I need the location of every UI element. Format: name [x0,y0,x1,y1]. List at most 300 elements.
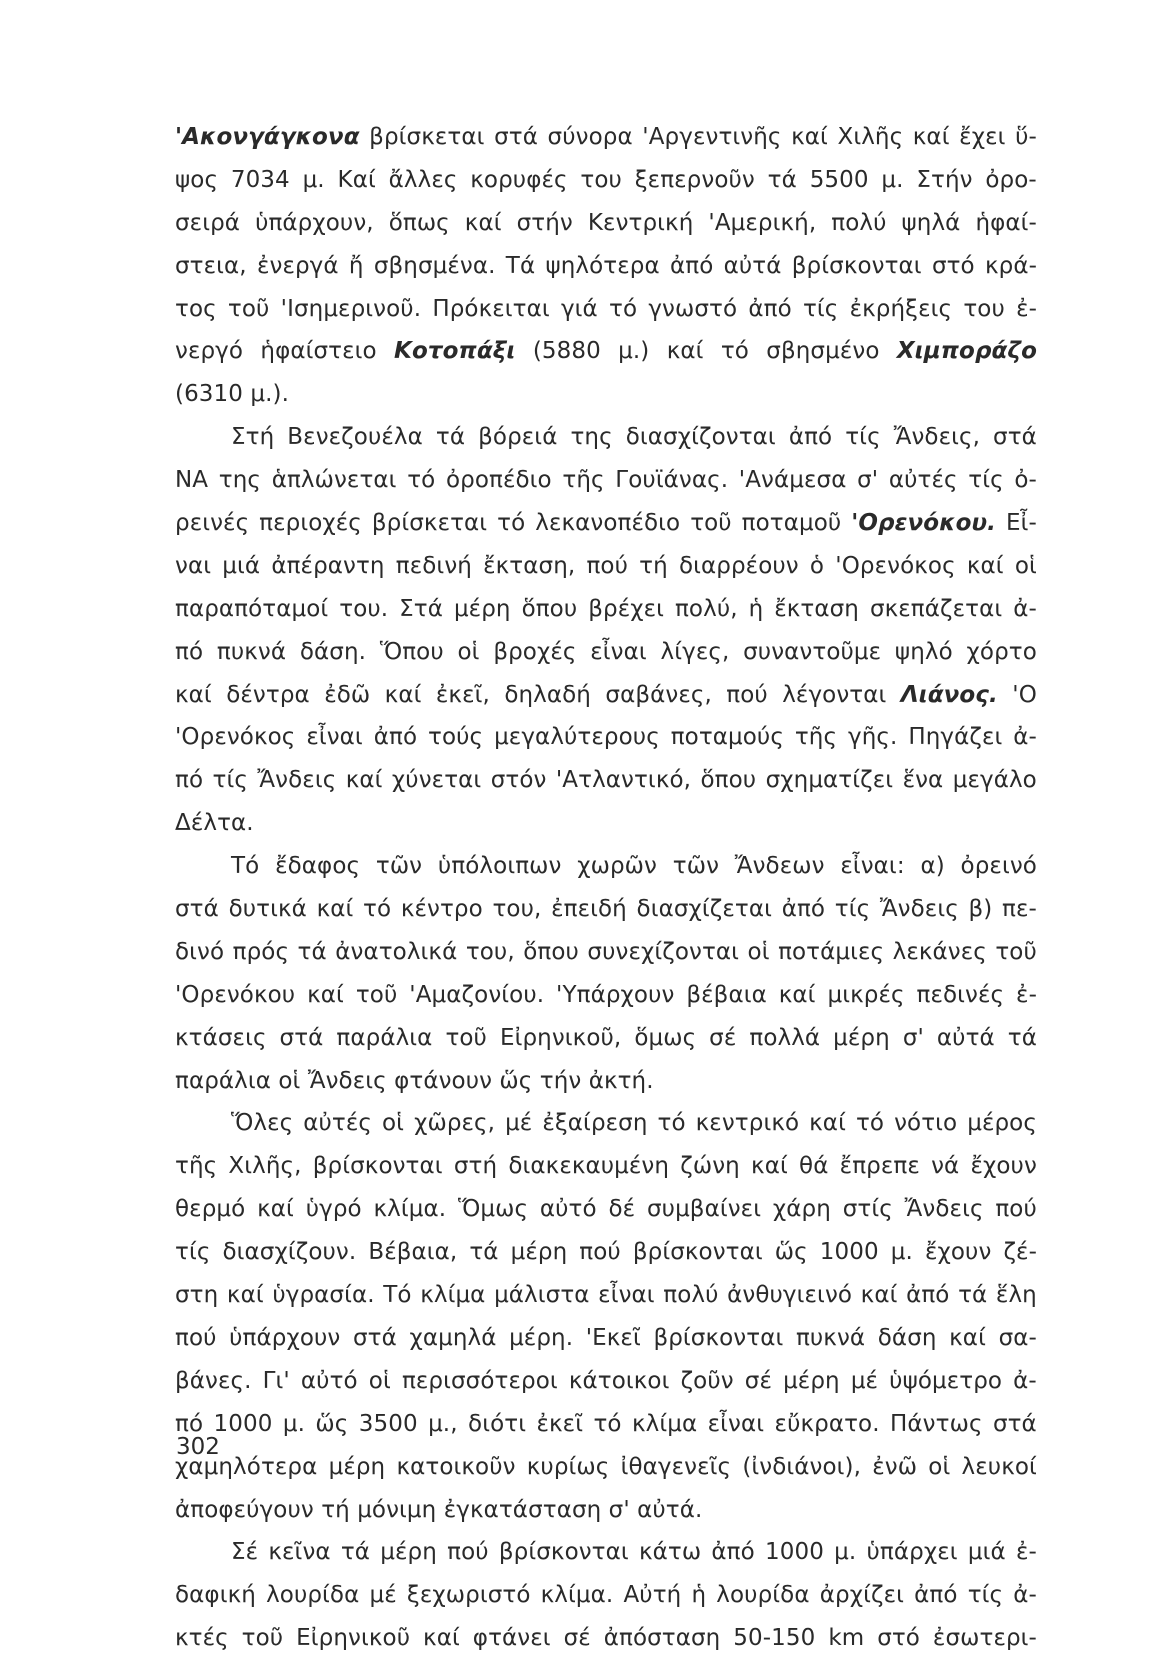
word [906,1274,949,1317]
word-part: μέρος [967,1110,1037,1137]
emphasized-term: 'Ορενόκου. [851,510,997,537]
word [231,1531,258,1574]
word-part: οἱ [382,1110,405,1137]
word-part: κτές [175,1625,229,1652]
word [175,202,240,245]
word [615,459,728,502]
word-part: Πάντως [890,1410,983,1437]
word-part: μ. [302,166,325,193]
word [880,888,959,931]
word-part: 50-150 [733,1625,816,1652]
word [967,545,1004,588]
word-part: τή [639,552,668,579]
emphasized-term: 'Ακονγάγκονα [175,124,360,150]
word-part: Ἄνδεις [879,896,959,923]
word-part: ἀπό [670,252,714,279]
word [928,1446,950,1489]
word [454,588,511,631]
word [686,974,767,1017]
word-part: τό [407,467,436,494]
word [505,1102,532,1145]
word [809,1102,846,1145]
word [175,245,247,288]
word-part: πό [175,767,204,794]
word [828,1617,864,1660]
word [303,1102,372,1145]
word [690,502,732,545]
word [423,1617,460,1660]
word-part: στόν [490,767,547,794]
word-part: ὥς [774,1239,808,1266]
word [473,1617,551,1660]
word [335,931,457,974]
word-part: ὀρεινό [960,853,1037,880]
word [175,631,203,674]
word-part: ἀπόσταση [603,1625,721,1652]
word [229,1317,340,1360]
word [931,1145,959,1188]
word [494,116,538,159]
word-part: ἐ- [1016,981,1037,1008]
text-line [175,716,1037,759]
word [778,931,884,974]
word [522,588,578,631]
word-part: ὀρο- [985,166,1037,193]
word [727,1274,852,1317]
word [917,974,1005,1017]
word [491,759,547,802]
word [228,1145,301,1188]
word [569,1360,670,1403]
word [748,288,791,331]
word-part: στήν [516,209,573,236]
word [545,245,659,288]
word-part: ἀπό [788,424,833,451]
word-part: πολύ, [674,595,738,622]
word-part: πολύ [831,209,887,236]
word-part: σ' [902,1024,924,1051]
word-part: τή [321,1496,350,1523]
word [175,459,208,502]
word [175,545,211,588]
word-part: ὅπου [523,938,579,965]
word [356,974,398,1017]
word-part: ἀ- [1013,595,1037,622]
word [968,888,992,931]
word-part: Ἄνδεις, [893,424,981,451]
word [372,502,487,545]
word-part: λέγονται [782,681,887,708]
word [913,116,950,159]
word-part: τοῦ [227,295,270,322]
word-part: καί [778,981,816,1008]
word [478,416,557,459]
word-part: θά [799,1153,829,1180]
word [742,502,842,545]
word [175,674,212,717]
word [394,330,515,373]
word-part: ἰθαγενεῖς [620,1453,732,1480]
word [768,159,797,202]
word-part: ζώνη [680,1153,740,1180]
word [623,1574,681,1617]
word-part: περιοχές [259,510,362,537]
word-part: τό [497,510,526,537]
word-part: λίγες, [660,638,730,665]
word-part: γῆς. [848,724,898,751]
word [901,674,998,717]
word-part: τίς [802,295,839,322]
word [542,1102,647,1145]
word [848,716,897,759]
word [420,1274,485,1317]
word [870,588,1002,631]
word [175,1360,252,1403]
word-part: α) [920,853,945,880]
word-part: μέρη [328,1453,386,1480]
word [231,416,274,459]
word-part: καί [384,681,422,708]
word-part: πυκνά [216,638,287,665]
word-part: ἀπό [781,896,826,923]
word-part: μ. [881,166,904,193]
word-part: εἶναι [590,638,647,665]
word-part: καί [423,1625,460,1652]
word [908,716,1002,759]
text-line [175,202,1037,245]
word [394,1060,492,1103]
word-part: νότιο [894,1110,958,1137]
word-part: κλίμα [632,1410,698,1437]
word-part: ζέ- [1003,1239,1037,1266]
word-part: ἄλλες [388,166,458,193]
word-part: ποταμούς [670,724,784,751]
word [783,1360,840,1403]
word [1006,502,1037,545]
word-part: ὑγρό [305,1196,362,1223]
text-line [175,1446,1037,1489]
word-part: τό [363,896,392,923]
word-part: μ. [834,1539,857,1566]
word-part: τό [609,295,638,322]
word-part: διασχίζονται [625,424,776,451]
word-part: καί [860,1282,898,1309]
word-part: ἀ- [1013,724,1037,751]
word-part: καί [226,1282,264,1309]
word-part: 3500 [358,1410,418,1437]
word [774,588,859,631]
word [271,545,384,588]
word-part: 'Ορενόκου [175,981,296,1008]
word [779,974,816,1017]
word-part: πού [586,552,628,579]
text-line [175,759,1037,802]
word [233,931,289,974]
text-line [175,888,1037,931]
word-part: στή [453,1153,498,1180]
word [700,759,756,802]
word-part: ὅπως [388,209,450,236]
word [556,759,691,802]
word-part: σέ [563,1625,591,1652]
word [458,631,480,674]
word [231,1102,293,1145]
word-part: (ἰνδιάνοι), [742,1453,862,1480]
word [639,1531,701,1574]
word [663,1274,718,1317]
word [396,545,472,588]
emphasized-term: Λιάνος. [900,681,998,708]
word [593,1403,621,1446]
word [317,888,354,931]
text-line [175,1231,1037,1274]
word [996,1274,1037,1317]
word [359,1403,418,1446]
word-part: (5880 [532,338,601,365]
word-part: τούς [428,724,484,751]
word [775,1231,808,1274]
word-part: 'Ισημερινοῦ. [280,295,422,322]
word [742,1446,861,1489]
word [1013,588,1037,631]
word [621,1446,732,1489]
word [609,1489,630,1532]
word-part: ἤ [348,252,364,279]
word [407,1574,531,1617]
word-part: στά [494,124,538,150]
word-part: πού [995,1196,1037,1223]
word [369,116,484,159]
word-part: ἔπρεπε [839,1153,920,1180]
word [231,159,290,202]
word [227,1274,264,1317]
word-part: τίς [834,896,871,923]
word-part: σ' [608,1496,630,1523]
word-part: στη [175,1282,219,1309]
word [670,245,713,288]
word [895,631,953,674]
word [217,631,286,674]
word [810,159,869,202]
word-part: οἱ [747,938,770,965]
word-part: Εἶ- [1005,510,1037,537]
word-part: ὑπάρχουν [229,1324,341,1351]
word [389,202,450,245]
word-part: του [580,166,622,193]
word [724,245,782,288]
word-part: στά [992,1410,1037,1437]
word-part: αὐτά. [637,1496,703,1523]
word [540,1060,582,1103]
word-part: λευκοί [961,1453,1037,1480]
word-part: Δέλτα. [175,810,254,837]
word-part: 'Ορενόκος [835,552,956,579]
word-part: χόρτο [966,638,1037,665]
word-part: κεντρικό [695,1110,800,1137]
word [861,1274,898,1317]
word-part: Εἰρηνικοῦ [296,1625,411,1652]
word [891,1231,913,1274]
word-part: ἀκτή. [588,1067,654,1094]
word [492,888,541,931]
text-line [175,588,1037,631]
word [357,1489,436,1532]
word [556,974,674,1017]
word-part: ἐνῶ [872,1453,918,1480]
word [681,1360,734,1403]
word-part: μέρη [380,1539,437,1566]
word-part: πολλά [749,1024,821,1051]
word-part: km [828,1625,865,1652]
word-part: ψηλό [894,638,953,665]
word-part: ἐγκατάσταση [443,1496,602,1523]
word [580,159,622,202]
word [570,416,612,459]
word-part: δηλαδή [504,681,591,708]
text-line [175,416,1037,459]
word-part: τοῦ [241,1625,284,1652]
word [175,1317,217,1360]
word [353,1317,397,1360]
word-part: βόρειά [478,424,558,451]
word-part: τίς [212,767,248,794]
word-part: καί [666,338,704,365]
word-part: ἐκεῖ, [435,681,490,708]
word [833,1017,890,1060]
word [401,888,483,931]
word-part: 'Εκεῖ [585,1324,641,1351]
word-part: ἀ- [1013,1582,1037,1609]
word-part: τά [340,1539,371,1566]
word-part: Γι' [262,1367,290,1394]
word-part: ναι [175,552,212,579]
word-part: χαμηλότερα [175,1453,318,1480]
word-part: 1000 [819,1239,879,1266]
text-line [175,845,1037,888]
word [458,1188,528,1231]
word-part: γιά [560,295,598,322]
text-line [175,1360,1037,1403]
word-part: μ. [890,1239,913,1266]
word-part: βροχές [493,638,577,665]
word [902,202,961,245]
word-part: Τά [505,252,536,279]
word [175,288,217,331]
word [494,1274,589,1317]
word [850,288,953,331]
word [590,631,647,674]
word-part: μ. [282,1410,305,1437]
word [721,330,749,373]
word-part: του. [339,595,389,622]
word-part: τά [469,1239,499,1266]
word-part: δυτικά [228,896,307,923]
word [894,1102,957,1145]
word [765,1531,824,1574]
word [306,716,363,759]
word-part: καί [809,1110,846,1137]
word [329,1446,386,1489]
word-part: διακεκαυμένη [508,1153,670,1180]
text-line [175,1531,1037,1574]
word-part: 7034 [230,166,290,193]
word [278,1060,300,1103]
word [219,459,261,502]
word [250,373,289,416]
word [175,759,203,802]
word [840,845,904,888]
word-part: τῶν [375,853,423,880]
word [959,116,1005,159]
word-part: σβησμένα. [373,252,496,279]
word [708,1403,765,1446]
word [671,716,784,759]
word [1014,459,1037,502]
word [402,1360,558,1403]
word [968,459,1003,502]
word [843,1188,893,1231]
word-part: ὥς [499,1067,533,1094]
word-part: παραπόταμοί [175,595,329,622]
word-part: της [218,467,262,494]
word [306,1188,362,1231]
word-part: ἀπό [748,295,792,322]
word [523,931,579,974]
text-line [175,1017,1037,1060]
word [642,116,781,159]
word [820,1574,904,1617]
word [968,1531,1006,1574]
word [564,1617,591,1660]
word-part: διότι [468,1410,527,1437]
word [903,759,944,802]
word-part: μ.). [250,381,290,408]
word [851,1360,878,1403]
word-part: εἶναι [598,1282,655,1309]
word [432,288,549,331]
word [363,888,391,931]
word-part: συνεχίζονται [587,938,740,965]
text-line [175,1274,1037,1317]
word-part: βρίσκονται [312,1153,443,1180]
word [414,1102,495,1145]
text-line [175,802,1037,845]
word-part: δέντρα [226,681,310,708]
word-part: μεγαλύτερους [494,724,660,751]
text-line [175,245,1037,288]
text-line [175,1317,1037,1360]
word [810,545,824,588]
word [175,159,218,202]
text-line [175,1574,1037,1617]
word-part: ΝΑ [175,467,209,494]
word-part: κάτοικοι [568,1367,670,1394]
word [696,1102,800,1145]
word [497,502,525,545]
word-part: διαρρέουν [678,552,799,579]
word-part: βρέχει [588,595,665,622]
word [920,845,944,888]
word-part: χύνεται [391,767,482,794]
word [840,1145,920,1188]
word-part: πό [175,638,204,665]
word [903,1017,924,1060]
word [803,288,838,331]
word-part: Πηγάζει [908,724,1003,751]
word-part: οἱ [457,638,480,665]
word-part: στά [352,1324,397,1351]
word [506,245,535,288]
